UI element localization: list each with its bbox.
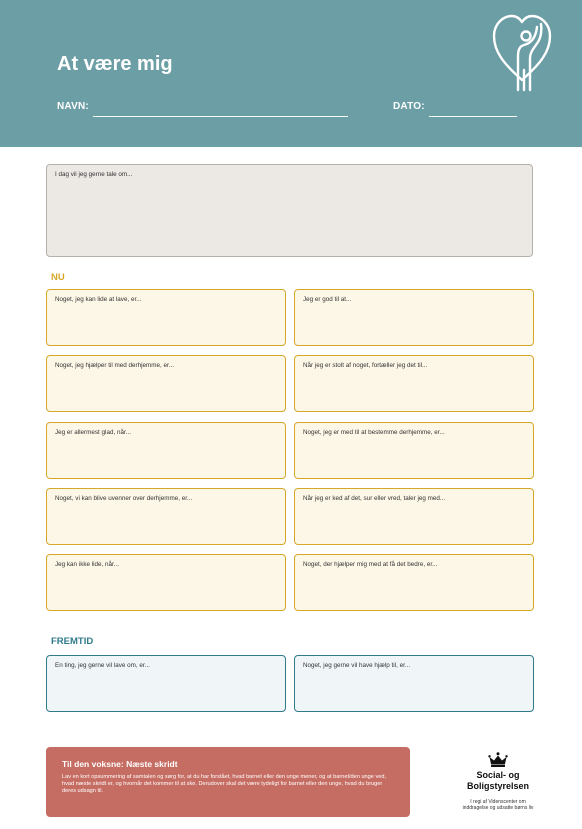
nu-heading: NU (51, 272, 65, 283)
nu-prompt: Noget, der hjælper mig med at få det bedre, er... (303, 561, 438, 568)
brand-sub-line2: inddragelse og udsatte børns liv (462, 805, 534, 812)
nu-prompt: Når jeg er ked af det, sur eller vred, taler jeg med... (303, 495, 446, 502)
nu-prompt: Noget, jeg hjælper til med derhjemme, er... (55, 362, 174, 369)
nu-prompt: Noget, jeg er med til at bestemme derhjemme, er... (303, 429, 445, 436)
next-steps-callout (46, 747, 410, 817)
nu-box[interactable] (294, 289, 534, 346)
nu-prompt: Jeg kan ikke lide, når... (55, 561, 120, 568)
header-banner (0, 0, 582, 147)
fremtid-prompt: Noget, jeg gerne vil have hjælp til, er... (303, 662, 411, 669)
agency-logo (440, 752, 556, 811)
nu-box[interactable] (46, 488, 286, 545)
nu-box[interactable] (294, 488, 534, 545)
nu-prompt: Noget, vi kan blive uvenner over derhjemme, er... (55, 495, 193, 502)
brand-name-line2: Boligstyrelsen (466, 781, 530, 791)
nu-prompt: Når jeg er stolt af noget, fortæller jeg det til... (303, 362, 428, 369)
brand-name-line1: Social- og (476, 770, 520, 780)
intro-box[interactable] (46, 164, 533, 257)
nu-box[interactable] (294, 422, 534, 479)
name-field[interactable] (93, 116, 348, 117)
fremtid-box[interactable] (46, 655, 286, 712)
fremtid-heading: FREMTID (51, 636, 94, 647)
nu-box[interactable] (46, 422, 286, 479)
date-field[interactable] (429, 116, 517, 117)
nu-box[interactable] (294, 355, 534, 412)
callout-text: Lav en kort opsummering af samtalen og sørg for, at du har forstået, hvad barnet eller den unge mener, og at barnet/den unge ved, hvad næste skridt er, og hvornår det kommer til at ske. Derudover skal det være tydeligt for barnet eller den unge, hvad du bruger deres udsagn til. (62, 774, 387, 795)
nu-box[interactable] (46, 554, 286, 611)
page-title: At være mig (57, 53, 173, 75)
nu-box[interactable] (46, 289, 286, 346)
crown-icon (487, 752, 509, 768)
fremtid-box[interactable] (294, 655, 534, 712)
date-label: DATO: (393, 101, 425, 112)
brand-sub-line1: I regi af Videnscenter om (470, 799, 526, 805)
nu-box[interactable] (46, 355, 286, 412)
nu-prompt: Jeg er allermest glad, når... (55, 429, 131, 436)
intro-prompt: I dag vil jeg gerne tale om... (55, 171, 133, 178)
nu-box[interactable] (294, 554, 534, 611)
heart-person-icon (490, 12, 554, 92)
nu-prompt: Jeg er god til at... (303, 296, 352, 303)
nu-prompt: Noget, jeg kan lide at lave, er... (55, 296, 142, 303)
fremtid-prompt: En ting, jeg gerne vil lave om, er... (55, 662, 150, 669)
name-label: NAVN: (57, 101, 89, 112)
callout-title: Til den voksne: Næste skridt (62, 759, 178, 769)
